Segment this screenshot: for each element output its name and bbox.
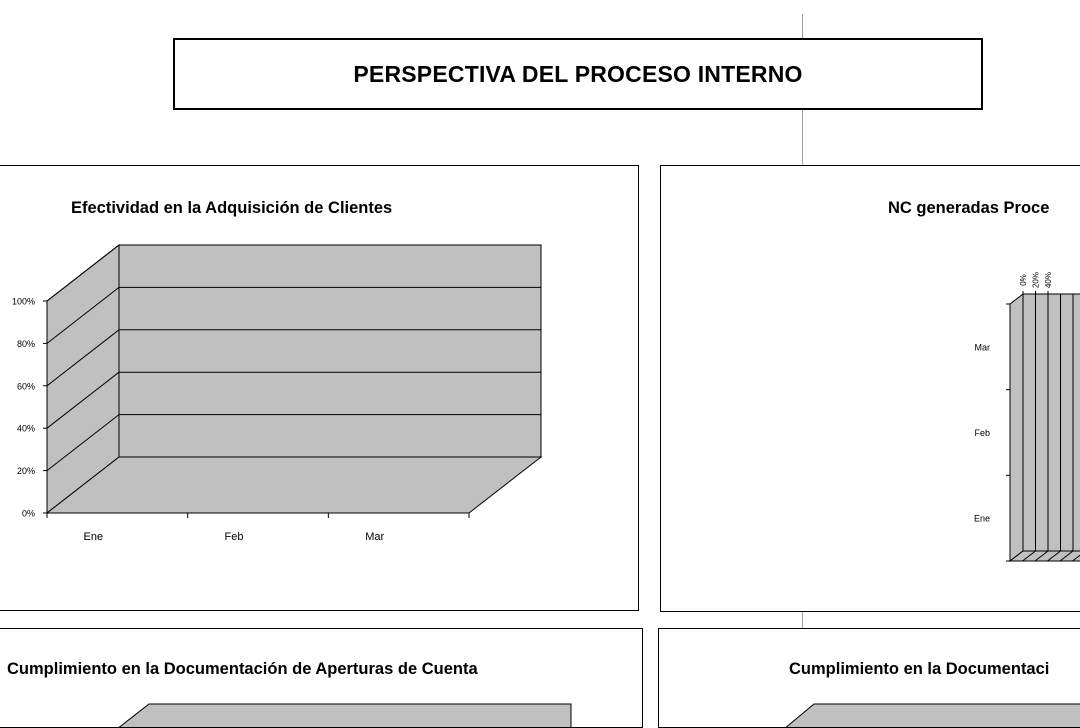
hbar-chart-nc-generadas bbox=[661, 166, 1080, 612]
x-tick-label: 20% bbox=[1032, 272, 1041, 288]
y-tick-label: 80% bbox=[17, 339, 35, 349]
chart-back-wall bbox=[119, 245, 541, 457]
y-tick-label: 0% bbox=[22, 509, 35, 519]
y-tick-label: Feb bbox=[974, 428, 990, 438]
chart-title-aperturas-cuenta: Cumplimiento en la Documentación de Aperturas de Cuenta bbox=[7, 660, 478, 679]
chart-title-documentacion: Cumplimiento en la Documentaci bbox=[789, 660, 1049, 679]
y-tick-label: 40% bbox=[17, 424, 35, 434]
page-title: PERSPECTIVA DEL PROCESO INTERNO bbox=[353, 61, 802, 88]
chart-floor bbox=[1010, 551, 1080, 561]
chart-title-nc-generadas: NC generadas Proce bbox=[888, 199, 1049, 218]
x-tick-label: 0% bbox=[1019, 274, 1028, 286]
y-tick-label: Mar bbox=[975, 342, 991, 352]
chart-side-wall bbox=[1010, 294, 1023, 561]
chart-panel-adquisicion bbox=[0, 165, 639, 611]
chart-back-wall bbox=[1023, 294, 1080, 551]
chart-title-adquisicion: Efectividad en la Adquisición de Clientes bbox=[71, 199, 392, 218]
x-tick-label: 40% bbox=[1044, 272, 1053, 288]
chart-back-wall bbox=[117, 704, 571, 728]
chart-panel-nc-generadas bbox=[660, 165, 1080, 612]
chart-panel-aperturas-cuenta bbox=[0, 628, 643, 728]
bar-chart-adquisicion bbox=[0, 166, 639, 611]
y-tick-label: 60% bbox=[17, 381, 35, 391]
chart-panel-documentacion bbox=[658, 628, 1080, 728]
chart-back-wall bbox=[784, 704, 1080, 728]
bar-chart-documentacion bbox=[659, 629, 1080, 728]
page-title-box bbox=[173, 38, 983, 110]
x-tick-label: Mar bbox=[365, 531, 384, 543]
chart-floor bbox=[47, 457, 541, 513]
x-tick-label: Feb bbox=[225, 531, 244, 543]
y-tick-label: 20% bbox=[17, 466, 35, 476]
bar-chart-aperturas-cuenta bbox=[0, 629, 643, 728]
y-tick-label: 100% bbox=[12, 297, 35, 307]
x-tick-label: Ene bbox=[84, 531, 104, 543]
y-tick-label: Ene bbox=[974, 514, 990, 524]
